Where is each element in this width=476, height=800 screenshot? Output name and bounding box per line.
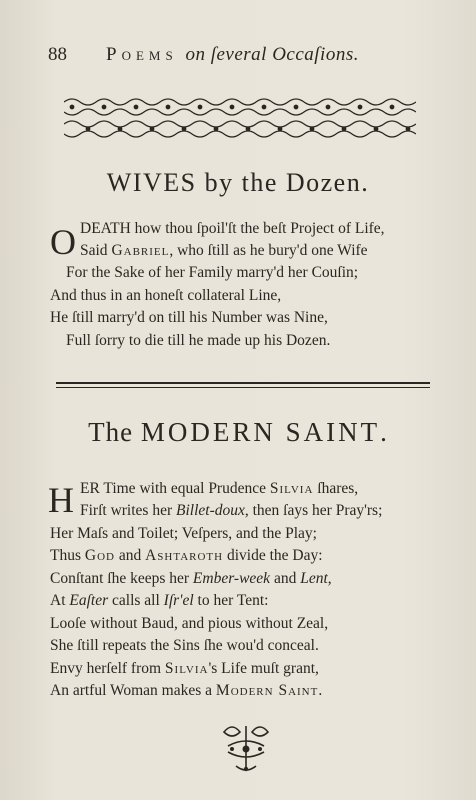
ornament-band [64,96,416,140]
poem1-title: WIVES by the Dozen. [106,168,370,197]
poem2-line-2: Firſt writes her Billet-doux, then ſays her Pray'rs; [80,502,383,519]
poem2-line-9: Envy herſelf from Silvia's Life muſt grant, [50,660,319,677]
poem1-line-2: Said Gabriel, who ſtill as he bury'd one Wife [80,242,368,259]
poem1-dropcap: O [50,222,76,262]
section-divider [56,382,430,388]
poem2-title: The MODERN SAINT. [88,417,388,447]
poem2-line-8: She ſtill repeats the Sins ſhe wou'd conceal. [50,637,319,654]
poem1-line-6: Full ſorry to die till he made up his Dozen. [66,332,331,349]
poem2-line-5: Conſtant ſhe keeps her Ember-week and Lent, [50,570,332,587]
poem2-line-6: At Eaſter calls all Iſr'el to her Tent: [50,592,269,609]
running-title-caps: Poems [106,44,178,65]
running-title-italic: on ſeveral Occaſions. [185,44,359,65]
running-title [106,42,359,68]
page-header [48,42,436,68]
poem2-line-3: Her Maſs and Toilet; Veſpers, and the Play; [50,525,317,542]
poem1-line-4: And thus in an honeſt collateral Line, [50,287,282,304]
poem1-line-1: DEATH how thou ſpoil'ſt the beſt Project of Life, [80,220,385,237]
fleuron-ornament [218,722,274,774]
poem2-line-4: Thus God and Ashtaroth divide the Day: [50,547,323,564]
poem2-line-1: ER Time with equal Prudence Silvia ſhares, [80,480,359,497]
page-number: 88 [48,44,67,65]
poem1-line-5: He ſtill marry'd on till his Number was Nine, [50,309,328,326]
poem2-line-10: An artful Woman makes a Modern Saint. [50,682,323,699]
poem2-dropcap: H [48,480,74,520]
poem2-line-7: Looſe without Baud, and pious without Zeal, [50,615,329,632]
poem1-line-3: For the Sake of her Family marry'd her Couſin; [66,264,359,281]
